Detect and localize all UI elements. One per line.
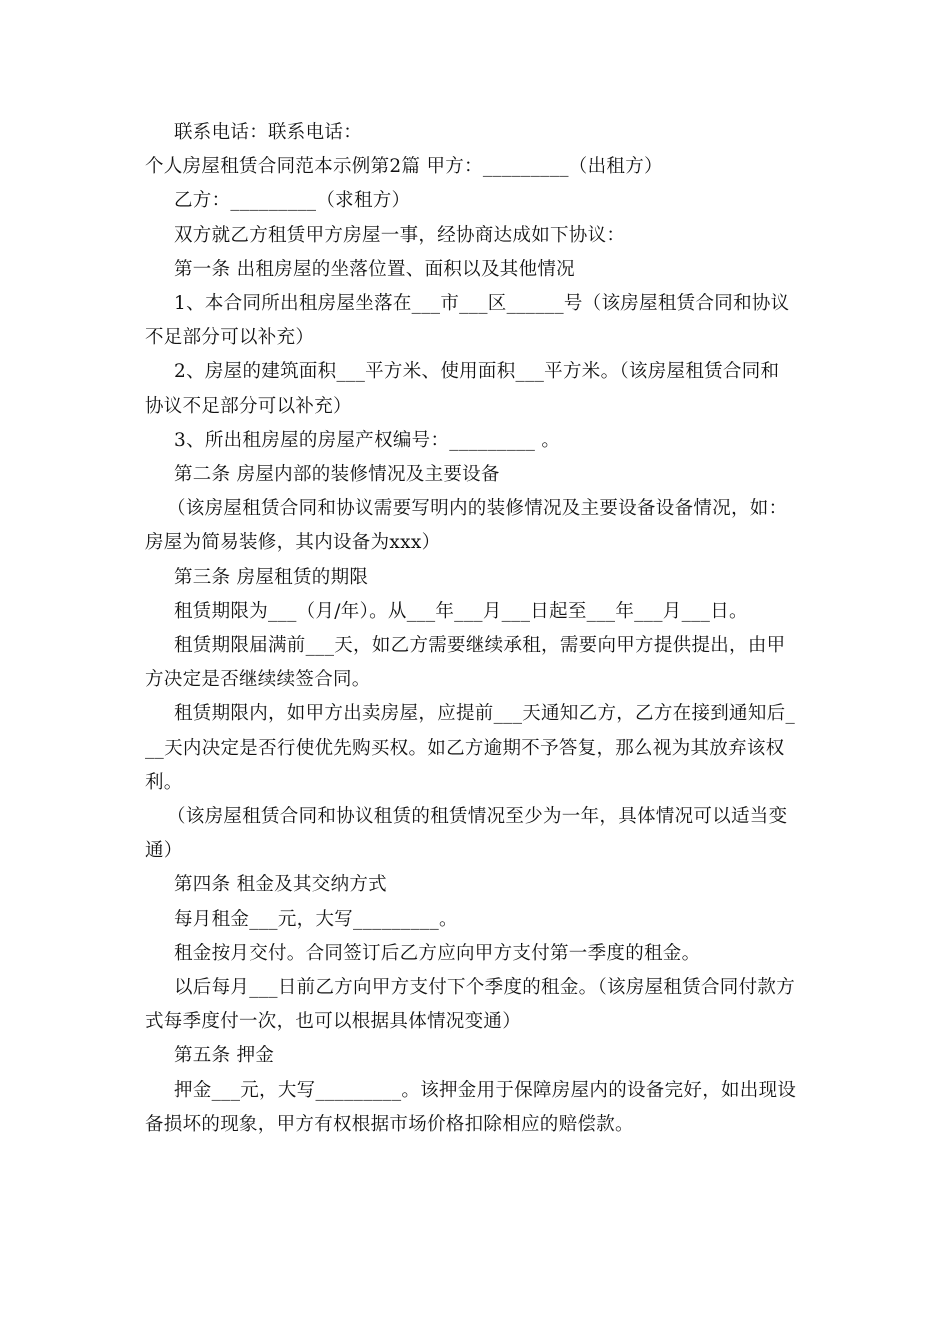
article-3-heading: 第三条 房屋租赁的期限 [174, 566, 369, 588]
agreement-intro: 双方就乙方租赁甲方房屋一事，经协商达成如下协议： [174, 224, 626, 246]
paragraph-line: （该房屋租赁合同和协议租赁的租赁情况至少为一年，具体情况可以适当变 [167, 806, 788, 828]
paragraph-line: 备损坏的现象，甲方有权根据市场价格扣除相应的赔偿款。 [145, 1113, 634, 1135]
paragraph-line: 协议不足部分可以补充） [145, 395, 352, 417]
contact-phone-line: 联系电话：联系电话： [174, 122, 363, 143]
paragraph-line: 租赁期限届满前___天，如乙方需要继续承租，需要向甲方提供提出，由甲 [174, 635, 786, 657]
paragraph-line: 通） [145, 840, 183, 862]
paragraph-line: 租金按月交付。合同签订后乙方应向甲方支付第一季度的租金。 [174, 942, 701, 964]
paragraph-line: 1、本合同所出租房屋坐落在___市___区______号（该房屋租赁合同和协议 [174, 293, 790, 315]
paragraph-line: 以后每月___日前乙方向甲方支付下个季度的租金。（该房屋租赁合同付款方 [174, 977, 796, 999]
paragraph-line: 2、房屋的建筑面积___平方米、使用面积___平方米。（该房屋租赁合同和 [174, 361, 780, 383]
paragraph-line: 押金___元，大写_________。该押金用于保障房屋内的设备完好，如出现设 [174, 1079, 797, 1101]
paragraph-line: 房屋为简易装修，其内设备为xxx） [145, 532, 441, 554]
paragraph-line: 租赁期限为___（月/年）。从___年___月___日起至___年___月___日。 [174, 600, 748, 622]
paragraph-line: __天内决定是否行使优先购买权。如乙方逾期不予答复，那么视为其放弃该权 [145, 737, 785, 759]
article-4-heading: 第四条 租金及其交纳方式 [174, 874, 387, 896]
paragraph-line: 利。 [145, 771, 183, 793]
article-5-heading: 第五条 押金 [174, 1045, 275, 1067]
paragraph-line: 式每季度付一次，也可以根据具体情况变通） [145, 1011, 522, 1033]
paragraph-line: 不足部分可以补充） [145, 327, 315, 349]
article-2-heading: 第二条 房屋内部的装修情况及主要设备 [174, 464, 500, 486]
paragraph-line: 租赁期限内，如甲方出卖房屋，应提前___天通知乙方，乙方在接到通知后_ [174, 703, 796, 725]
paragraph-line: 方决定是否继续续签合同。 [145, 669, 371, 691]
article-1-heading: 第一条 出租房屋的坐落位置、面积以及其他情况 [174, 258, 575, 280]
document-body [145, 116, 810, 1142]
paragraph-line: （该房屋租赁合同和协议需要写明内的装修情况及主要设备设备情况，如： [167, 498, 788, 520]
contract-title-party-a-line: 个人房屋租赁合同范本示例第2篇 甲方：_________（出租方） [145, 156, 663, 178]
party-b-line: 乙方：_________（求租方） [174, 190, 411, 212]
paragraph-line: 3、所出租房屋的房屋产权编号：_________ 。 [174, 429, 561, 451]
paragraph-line: 每月租金___元，大写_________。 [174, 908, 458, 930]
